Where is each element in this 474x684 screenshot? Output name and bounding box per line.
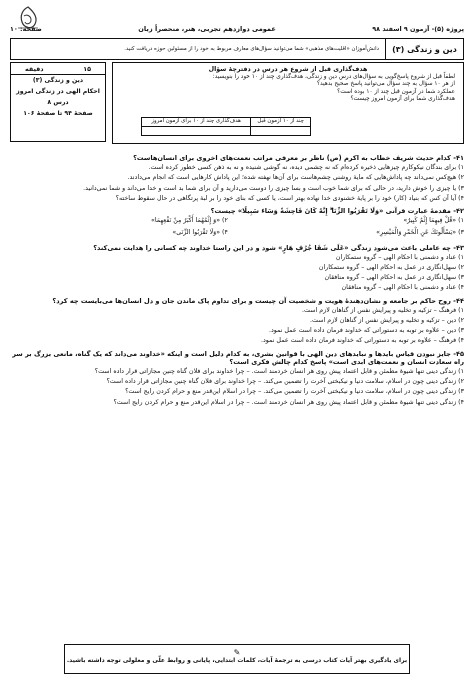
- question-title: ۴۳- چه عاملی باعث می‌شود زندگی «عَلَى شَفَا جُرُفٍ هَارٍ» شود و در این راستا خداوند چه کسانی را هدایت نمی‌کند؟: [93, 243, 464, 252]
- answer-option[interactable]: ۱) عناد و دشمنی با احکام الهی – گروه ستمکاران: [335, 253, 464, 261]
- subject-banner: [10, 38, 464, 60]
- study-tip-text: برای یادگیری بهتر آیات کتاب درسی به ترجمهٔ آیات، کلمات ابتدایی، پایانی و روابط علّی و معلولی توجه داشته باشید.: [66, 657, 408, 664]
- study-tip-box: [64, 644, 410, 674]
- question-title: ۴۴- روح حاکم بر جامعه و نشان‌دهندهٔ هویت و شخصیت آن چیست و برای تداوم پاک ماندن جان و دل انسان‌ها می‌بایست چه کرد؟: [52, 296, 464, 305]
- answer-option[interactable]: ۴) فرهنگ – علاوه بر توبه به دستوراتی که خداوند فرمان داده است عمل نمود.: [260, 337, 464, 345]
- questions-section: [10, 150, 464, 409]
- question-title: ۴۱- کدام حدیث شریف خطاب به اکرم (ص) ناظر بر معرفی مراتب نعمت‌های اخروی برای انسان‌هاست؟: [133, 154, 464, 162]
- answer-option[interactable]: ۱) فرهنگ – تزکیه و تخلیه و پیرایش نفس از گناهان لازم است.: [302, 306, 464, 314]
- answer-option[interactable]: ۳) زندگی دینی چون در اسلام، سلامت دنیا و نیکبختی آخرت را تضمین می‌کند. – چرا در اسلام این‌قدر منع و حرام کردن رایج است؟: [125, 388, 464, 396]
- goal-setting-box: [112, 62, 464, 144]
- goal-line: هدف‌گذاری شما برای آزمون امروز چیست؟: [350, 96, 455, 103]
- answer-option[interactable]: ۱) زندگی دینی تنها شیوهٔ مطمئن و قابل اعتماد پیش روی هر انسان خردمند است. – چرا خداوند برای فلان گناه چنین مجازاتی قرار داده است؟: [94, 368, 464, 376]
- page-header: [10, 22, 464, 36]
- time-row: [11, 63, 105, 75]
- minutes-label: دقیقه: [25, 64, 44, 73]
- page-number: صفحه: ۱۰: [10, 25, 42, 33]
- goal-line: عملکرد شما در آزمون قبل چند از ۱۰ بوده است؟: [337, 88, 455, 95]
- options-row: [10, 217, 464, 227]
- info-line: درس ۸: [47, 99, 69, 106]
- goal-table: [141, 117, 311, 136]
- question-title: ۴۵- جایز نبودن قیاس بایدها و نبایدهای دین الهی با قوانین بشری، به کدام دلیل است و اینکه «خداوند می‌داند که یک گناه، مانعی بزرگ بر سر راه سعادت انسان و نعمت‌های ابدی است» پاسخ کدام چالش فکری است؟: [12, 349, 464, 366]
- answer-option[interactable]: ۱) «قُلْ فِيهِمَا إِثْمٌ كَبِيرٌ»: [403, 217, 464, 225]
- options-row: [10, 229, 464, 239]
- minority-note: دانش‌آموزان «اقلیت‌های مذهبی» شما می‌توانید سؤال‌های معارف مربوط به خود را از مسئولین حوزه دریافت کنید.: [124, 45, 379, 52]
- info-line: دین و زندگی (۳): [32, 77, 84, 84]
- answer-option[interactable]: ۴) «وَلَا تَقْرَبُوا الزِّنَى»: [172, 229, 228, 237]
- minutes-value: ۱۵: [83, 64, 91, 73]
- answer-option[interactable]: ۳) یا چیزی را خوش دارید، در حالی که برای شما خوب است و بسا چیزی را دوست می‌دارید و آن برای شما بد است و خدا می‌داند و شما نمی‌دانید.: [83, 184, 464, 192]
- project-title: پروژه (۵)- آزمون ۹ اسفند ۹۸: [372, 25, 464, 33]
- answer-option[interactable]: ۳) «يَسْأَلُونَكَ عَنِ الْخَمْرِ وَالْمَيْسِرِ»: [376, 229, 464, 237]
- answer-option[interactable]: ۴) آیا آن کس که بنیاد (کار) خود را بر پایهٔ خشنودی خدا نهاده بهتر است، یا کسی که بنای خود را بر لبهٔ پرتگاهی در حال سقوط ساخته؟: [115, 194, 464, 202]
- goal-table-cell[interactable]: [251, 127, 311, 136]
- answer-option[interactable]: ۳) سهل‌انگاری در عمل به احکام الهی – گروه منافقان: [324, 274, 464, 282]
- answer-option[interactable]: ۳) دین – علاوه بر توبه به دستوراتی که خداوند فرمان داده است عمل نمود.: [268, 327, 464, 335]
- goal-line: لطفاً قبل از شروع پاسخ‌گویی به سؤال‌های درس دین و زندگی، هدف‌گذاری چند از ۱۰ خود را بنویسید:: [212, 73, 455, 80]
- subject-title: دین و زندگی (۳): [385, 39, 463, 59]
- answer-option[interactable]: ۲) هیچ‌کس نمی‌داند چه پاداش‌هایی که مایهٔ روشنی چشم‌هاست برای آن‌ها نهفته شده؛ این پاداش کارهایی است که انجام می‌دادند.: [127, 174, 464, 182]
- goal-table-header: چند از ۱۰ آزمون قبل: [251, 118, 311, 127]
- goal-table-cell[interactable]: [142, 127, 251, 136]
- goal-title: هدف‌گذاری قبل از شروع هر درس در دفترچهٔ سؤال: [208, 66, 368, 73]
- goal-line: از هر ۱۰ سؤال به چند سؤال می‌توانید پاسخ صحیح بدهید؟: [316, 81, 455, 88]
- answer-option[interactable]: ۲) دین – تزکیه و تخلیه و پیرایش نفس از گناهان لازم است.: [310, 317, 464, 325]
- answer-option[interactable]: ۴) عناد و دشمنی با احکام الهی – گروه منافقان: [341, 284, 464, 292]
- lesson-info-box: [10, 62, 106, 142]
- answer-option[interactable]: ۱) برای بندگان نیکوکارم چیزهایی ذخیره کرده‌ام که نه چشمی دیده، نه گوشی شنیده و نه به ذهن کسی خطور کرده است.: [148, 164, 464, 172]
- info-line: احکام الهی در زندگی امروز: [16, 88, 100, 95]
- answer-option[interactable]: ۲) سهل‌انگاری در عمل به احکام الهی – گروه ستمکاران: [318, 264, 464, 272]
- answer-option[interactable]: ۲) زندگی دینی چون در اسلام، سلامت دنیا و نیکبختی آخرت را تضمین می‌کند. – چرا خداوند برای فلان گناه چنین مجازاتی قرار داده است؟: [106, 378, 464, 386]
- info-line: صفحهٔ ۹۴ تا صفحهٔ ۱۰۶: [23, 110, 93, 117]
- goal-table-header: هدف‌گذاری چند از ۱۰ برای آزمون امروز: [142, 118, 251, 127]
- answer-option[interactable]: ۲) «وَ إِثْمُهُمَا أَكْبَرُ مِنْ نَفْعِهِمَا»: [150, 217, 228, 225]
- track-title: عمومی دوازدهم تجربی، هنر، منحصراً زبان: [138, 25, 276, 33]
- pencil-icon: ✎: [233, 648, 241, 657]
- question-title: ۴۲- مقدمهٔ عبارت قرآنی «وَلَا تَقْرَبُوا الزِّنَا ۖ إِنَّهُ كَانَ فَاحِشَةً وَسَاءَ سَبِيلًا» چیست؟: [210, 207, 464, 216]
- answer-option[interactable]: ۴) زندگی دینی تنها شیوهٔ مطمئن و قابل اعتماد پیش روی هر انسان خردمند است. – چرا در اسلام این‌قدر منع و حرام کردن رایج است؟: [113, 398, 464, 406]
